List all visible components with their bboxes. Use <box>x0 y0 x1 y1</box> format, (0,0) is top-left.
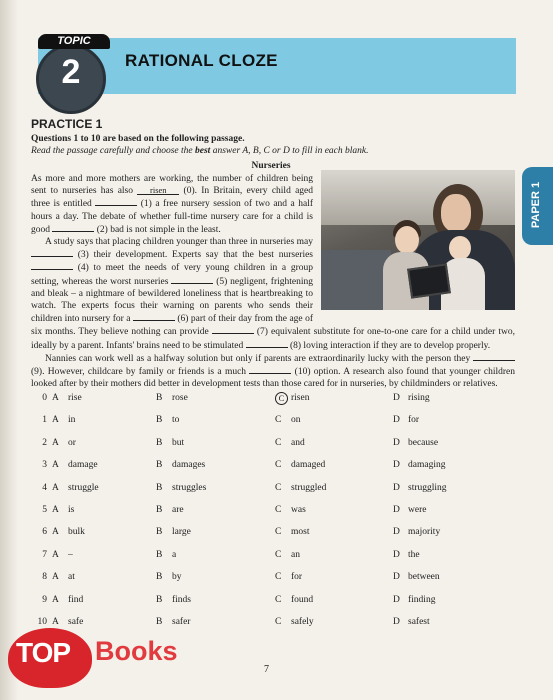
option-a-letter[interactable]: A <box>52 437 59 448</box>
option-c-text[interactable]: damaged <box>291 460 326 471</box>
option-a-letter[interactable]: A <box>52 482 59 493</box>
passage-paragraph-2: A study says that placing children younger than three in nurseries may (3) their development. Experts say that the best nurseries (4) to meet the needs of very young children in a group setting, whereas the worst nurseries (5) negligent, frightening and bleak – a nightmare of bewildered loneliness that is heartbreaking to watch. The experts focus their warning on parents who sends their children into nursery for a (6) part of their day from the age of six months. They believe nothing can provide (7) equivalent substitute for one-to-one care for a child under two, ideally by a parent. Infants' brains need to be stimulated (8) loving interaction if they are to develop properly. <box>31 237 515 351</box>
option-c-text[interactable]: was <box>291 504 306 515</box>
option-d-text[interactable]: safest <box>408 616 430 627</box>
option-d-text[interactable]: were <box>408 504 427 515</box>
option-c-text[interactable]: most <box>291 527 310 538</box>
option-row <box>33 438 493 460</box>
instruction-line-2-pre: Read the passage carefully and choose the <box>31 146 196 156</box>
instruction-line-1 <box>31 133 511 145</box>
blank-7[interactable] <box>212 325 254 334</box>
option-d-text[interactable]: finding <box>408 594 436 605</box>
option-d-letter[interactable]: D <box>393 572 400 583</box>
option-c-letter[interactable]: C <box>275 572 282 583</box>
option-b-text[interactable]: struggles <box>172 482 207 493</box>
instruction-line-2-post: answer A, B, C or D to fill in each blank. <box>210 146 369 156</box>
option-row <box>33 460 493 482</box>
blank-10[interactable] <box>249 365 291 374</box>
watermark-books: Books <box>95 636 178 666</box>
option-d-text[interactable]: because <box>408 437 439 448</box>
option-b-text[interactable]: rose <box>172 393 188 403</box>
option-c-letter[interactable]: C <box>275 616 282 627</box>
question-number: 2 <box>42 437 47 448</box>
option-row <box>33 572 493 594</box>
option-c-text[interactable]: struggled <box>291 482 327 493</box>
option-d-letter[interactable]: D <box>393 504 400 515</box>
question-number: 1 <box>42 415 47 426</box>
option-a-text[interactable]: is <box>68 504 75 515</box>
option-a-text[interactable]: at <box>68 572 75 583</box>
mother-children-photo <box>321 170 515 310</box>
option-c-letter[interactable]: C <box>275 482 282 493</box>
option-d-text[interactable]: majority <box>408 527 441 538</box>
option-a-letter[interactable]: A <box>52 527 59 538</box>
option-row <box>33 505 493 527</box>
instruction-line-2 <box>31 145 511 157</box>
example-blank: risen <box>137 186 179 195</box>
option-b-text[interactable]: large <box>172 527 191 538</box>
option-a-text[interactable]: safe <box>68 616 84 627</box>
option-d-text[interactable]: struggling <box>408 482 447 493</box>
option-c-letter[interactable]: C <box>275 437 282 448</box>
option-a-letter[interactable]: A <box>52 549 59 560</box>
option-a-letter[interactable]: A <box>52 504 59 515</box>
option-a-text[interactable]: in <box>68 415 76 426</box>
option-d-letter[interactable]: D <box>393 527 400 538</box>
option-row <box>33 595 493 617</box>
question-number: 8 <box>42 572 47 583</box>
instructions <box>31 133 511 157</box>
option-c-letter[interactable]: C <box>275 504 282 515</box>
option-b-letter[interactable]: B <box>156 437 163 448</box>
option-b-letter[interactable]: B <box>156 616 163 627</box>
option-b-letter[interactable]: B <box>156 527 163 538</box>
option-a-letter[interactable]: A <box>52 415 59 426</box>
question-number: 4 <box>42 482 47 493</box>
option-c-letter[interactable]: C <box>275 527 282 538</box>
option-c-letter[interactable]: C <box>275 594 282 605</box>
page-edge-shadow <box>0 0 18 700</box>
practice-heading: PRACTICE 1 <box>31 117 103 131</box>
option-d-letter[interactable]: D <box>393 415 400 426</box>
blank-2[interactable] <box>52 223 94 232</box>
blank-5[interactable] <box>171 275 213 284</box>
circled-answer-icon: C <box>275 392 288 405</box>
blank-9[interactable] <box>473 352 515 361</box>
option-d-text[interactable]: the <box>408 549 420 560</box>
option-a-text[interactable]: rise <box>68 393 82 403</box>
blank-4[interactable] <box>31 261 73 270</box>
option-b-text[interactable]: finds <box>172 594 191 605</box>
option-b-text[interactable]: by <box>172 572 182 583</box>
question-number: 10 <box>37 616 47 627</box>
option-a-text[interactable]: bulk <box>68 527 85 538</box>
blank-1[interactable] <box>95 197 137 206</box>
option-b-letter[interactable]: B <box>156 549 163 560</box>
page-number: 7 <box>264 664 269 675</box>
option-b-text[interactable]: damages <box>172 460 206 471</box>
option-row <box>33 527 493 549</box>
topic-label: TOPIC <box>38 34 110 49</box>
option-c-letter[interactable]: C <box>275 549 282 560</box>
option-a-letter[interactable]: A <box>52 460 59 471</box>
option-d-letter[interactable]: D <box>393 482 400 493</box>
option-b-text[interactable]: to <box>172 415 180 426</box>
option-b-letter[interactable]: B <box>156 460 163 471</box>
option-row <box>33 550 493 572</box>
option-c-text[interactable]: for <box>291 572 303 583</box>
option-a-text[interactable]: – <box>68 549 73 560</box>
option-c-text[interactable]: found <box>291 594 314 605</box>
option-c-letter[interactable]: C <box>275 415 282 426</box>
question-number: 5 <box>42 504 47 515</box>
option-c-text[interactable]: an <box>291 549 300 560</box>
option-b-text[interactable]: a <box>172 549 177 560</box>
option-d-letter[interactable]: D <box>393 460 400 471</box>
question-number: 0 <box>42 393 47 403</box>
option-d-letter[interactable]: D <box>393 616 400 627</box>
option-b-letter[interactable]: B <box>156 393 163 403</box>
option-b-text[interactable]: are <box>172 504 184 515</box>
option-b-letter[interactable]: B <box>156 482 163 493</box>
option-d-text[interactable]: damaging <box>408 460 446 471</box>
topic-number: 2 <box>61 53 81 91</box>
option-a-letter[interactable]: A <box>52 393 59 403</box>
option-a-letter[interactable]: A <box>52 594 59 605</box>
option-row <box>33 393 493 415</box>
option-d-letter[interactable]: D <box>393 549 400 560</box>
option-d-letter[interactable]: D <box>393 437 400 448</box>
blank-6[interactable] <box>133 312 175 321</box>
option-row <box>33 415 493 437</box>
passage-paragraph-3: Nannies can work well as a halfway solution but only if parents are extraordinarily lucky with the person they (9). However, childcare by family or friends is a much (10) option. A research also found that younger children looked after by their mothers did better in development tests than those cared for in nurseries, by childminders or relatives. <box>31 353 515 390</box>
option-c-text[interactable]: and <box>291 437 305 448</box>
watermark-top: TOP <box>16 637 71 668</box>
option-c-text[interactable]: safely <box>291 616 314 627</box>
option-b-letter[interactable]: B <box>156 594 163 605</box>
option-a-text[interactable]: find <box>68 594 84 605</box>
option-a-letter[interactable]: A <box>52 572 59 583</box>
blank-3[interactable] <box>31 248 73 257</box>
instruction-line-2-bold: best <box>195 146 211 156</box>
option-c-text[interactable]: on <box>291 415 301 426</box>
option-d-text[interactable]: between <box>408 572 440 583</box>
option-a-text[interactable]: struggle <box>68 482 99 493</box>
blank-8[interactable] <box>246 339 288 348</box>
option-b-letter[interactable]: B <box>156 415 163 426</box>
instruction-line-1-text: Questions 1 to 10 are based on the following passage. <box>31 134 245 144</box>
option-b-text[interactable]: but <box>172 437 185 448</box>
option-b-letter[interactable]: B <box>156 572 163 583</box>
question-number: 3 <box>42 460 47 471</box>
option-c-letter[interactable]: C <box>275 460 282 471</box>
option-d-letter[interactable]: D <box>393 393 400 403</box>
option-row <box>33 483 493 505</box>
question-number: 6 <box>42 527 47 538</box>
option-a-text[interactable]: damage <box>68 460 98 471</box>
option-a-text[interactable]: or <box>68 437 76 448</box>
passage-title: Nurseries <box>251 161 291 171</box>
topic-title: RATIONAL CLOZE <box>125 51 278 70</box>
option-d-text[interactable]: rising <box>408 393 430 403</box>
option-c-text[interactable]: risen <box>291 393 310 403</box>
passage-paragraph-1: As more and more mothers are working, the number of children being sent to nurseries has also risen (0). In Britain, every child aged three is entitled (1) a free nursery session of two and a half hours a day. The debate of whether full-time nursery care for a child is good (2) bad is not simple in the least. <box>31 174 314 235</box>
option-a-letter[interactable]: A <box>52 616 59 627</box>
option-d-text[interactable]: for <box>408 415 420 426</box>
passage-body <box>31 173 515 390</box>
answer-options <box>33 393 493 639</box>
option-b-text[interactable]: safer <box>172 616 191 627</box>
question-number: 9 <box>42 594 47 605</box>
option-b-letter[interactable]: B <box>156 504 163 515</box>
question-number: 7 <box>42 549 47 560</box>
paper-side-tab-label: PAPER 1 <box>530 181 542 229</box>
option-d-letter[interactable]: D <box>393 594 400 605</box>
